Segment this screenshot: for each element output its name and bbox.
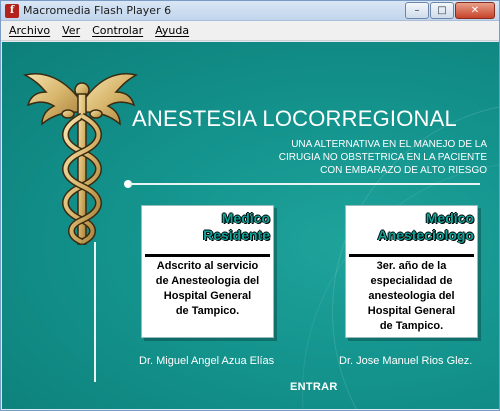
minimize-button[interactable]: –	[405, 2, 429, 19]
card-body-line: de Tampico.	[175, 305, 240, 317]
anesthesiologist-card-heading	[378, 210, 474, 244]
card-body-line: de Anesteologia del	[155, 275, 260, 287]
card-body-line: de Tampico.	[379, 320, 444, 332]
resident-card[interactable]	[141, 205, 274, 338]
resident-card-body	[146, 259, 269, 319]
window-controls	[405, 2, 495, 19]
card-body-line: Adscrito al servicio	[156, 260, 259, 272]
flash-stage	[2, 42, 499, 409]
card-body-line: especialidad de	[370, 275, 453, 287]
menu-controlar[interactable]: Controlar	[92, 24, 144, 37]
subtitle-line: CIRUGIA NO OBSTETRICA EN LA PACIENTE	[278, 152, 487, 163]
card-body-line: Hospital General	[367, 305, 456, 317]
flash-app-icon: f	[5, 4, 19, 18]
title-bar[interactable]	[1, 1, 499, 21]
caduceus-icon	[20, 50, 140, 250]
card-divider	[145, 254, 270, 257]
card-heading-line: Medico	[221, 210, 270, 226]
anesthesiologist-card[interactable]	[345, 205, 478, 338]
main-title: ANESTESIA LOCORREGIONAL	[132, 106, 457, 131]
enter-button[interactable]: ENTRAR	[290, 381, 338, 393]
author-right: Dr. Jose Manuel Rios Glez.	[339, 355, 473, 367]
card-body-line: 3er. año de la	[376, 260, 447, 272]
card-divider	[349, 254, 474, 257]
card-body-line: anesteologia del	[368, 290, 455, 302]
anesthesiologist-card-body	[350, 259, 473, 334]
menu-ver[interactable]: Ver	[62, 24, 81, 37]
menu-archivo[interactable]: Archivo	[9, 24, 51, 37]
window-title: Macromedia Flash Player 6	[23, 4, 172, 17]
subtitle-line: UNA ALTERNATIVA EN EL MANEJO DE LA	[291, 139, 487, 150]
author-left: Dr. Miguel Angel Azua Elías	[139, 355, 275, 367]
menu-bar	[1, 21, 499, 41]
vertical-divider	[94, 242, 96, 382]
close-button[interactable]: ✕	[455, 2, 495, 19]
subtitle	[227, 138, 487, 177]
maximize-button[interactable]: □	[430, 2, 454, 19]
subtitle-line: CON EMBARAZO DE ALTO RIESGO	[320, 165, 487, 176]
card-heading-line: Medico	[425, 210, 474, 226]
menu-ayuda[interactable]: Ayuda	[155, 24, 190, 37]
card-body-line: Hospital General	[163, 290, 252, 302]
horizontal-divider	[130, 183, 480, 185]
resident-card-heading	[203, 210, 270, 244]
card-heading-line: Residente	[203, 227, 270, 243]
card-heading-line: Anesteciologo	[377, 227, 474, 243]
